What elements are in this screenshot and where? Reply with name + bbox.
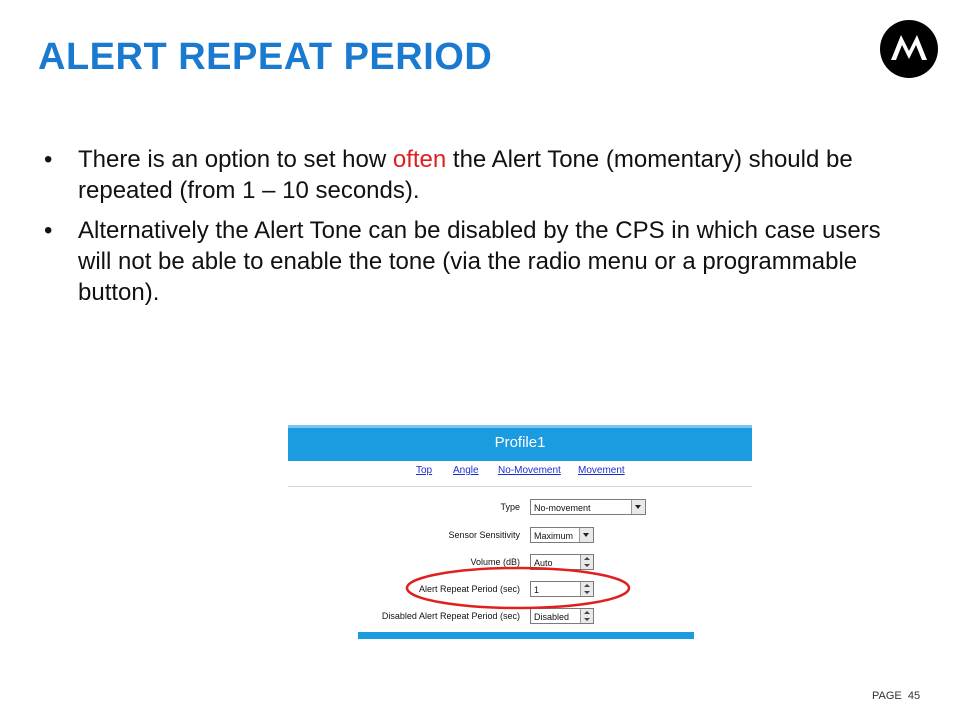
field-value: Auto	[534, 558, 553, 568]
page-value: 45	[907, 690, 921, 702]
spinner-arrows-icon[interactable]	[580, 609, 593, 623]
field-label: Type	[500, 502, 520, 512]
cps-row-sensor-sensitivity	[288, 527, 752, 547]
field-value: Disabled	[534, 612, 570, 622]
cps-divider	[288, 486, 752, 487]
highlight-ellipse	[405, 566, 631, 610]
type-dropdown[interactable]	[530, 499, 646, 515]
bullet-item	[44, 144, 904, 206]
bullet-list	[44, 144, 904, 317]
cps-nav-links	[288, 465, 752, 485]
field-label: Volume (dB)	[470, 557, 520, 567]
field-value: 1	[534, 585, 540, 595]
bullet-text-before: There is an option to set how	[78, 146, 393, 173]
bullet-dot: •	[44, 146, 53, 173]
disabled-alert-repeat-period-spinner[interactable]	[530, 608, 594, 624]
bullet-dot: •	[44, 217, 53, 244]
cps-link-top[interactable]: Top	[416, 465, 433, 476]
slide-title: ALERT REPEAT PERIOD	[38, 36, 493, 78]
cps-row-disabled-alert-repeat-period	[288, 608, 752, 628]
chevron-down-icon[interactable]	[631, 500, 645, 514]
bullet-text-after: the Alert Tone (momentary) should be repeated (from 1 – 10 seconds).	[78, 146, 853, 204]
sensor-sensitivity-dropdown[interactable]	[530, 527, 594, 543]
cps-bottom-bar	[358, 632, 694, 639]
field-label: Disabled Alert Repeat Period (sec)	[381, 611, 520, 621]
cps-row-type	[288, 499, 752, 519]
motorola-logo-icon	[880, 20, 938, 78]
cps-link-angle[interactable]: Angle	[453, 465, 479, 476]
cps-link-movement[interactable]: Movement	[578, 465, 625, 476]
cps-screenshot	[288, 425, 752, 650]
field-label: Sensor Sensitivity	[448, 530, 520, 540]
cps-link-no-movement[interactable]: No-Movement	[498, 465, 561, 476]
cps-profile-title: Profile1	[494, 434, 546, 451]
bullet-text: Alternatively the Alert Tone can be disabled by the CPS in which case users will not be able to enable the tone (via the radio menu or a programmable button).	[78, 217, 881, 306]
chevron-down-icon[interactable]	[579, 528, 593, 542]
field-value: Maximum	[534, 531, 574, 541]
bullet-item	[44, 215, 904, 308]
page-number	[872, 690, 920, 702]
bullet-emphasis: often	[392, 146, 447, 173]
field-value: No-movement	[534, 503, 591, 513]
field-label: Alert Repeat Period (sec)	[418, 584, 520, 594]
cps-profile-header	[288, 425, 752, 461]
page-label: PAGE	[872, 690, 902, 702]
